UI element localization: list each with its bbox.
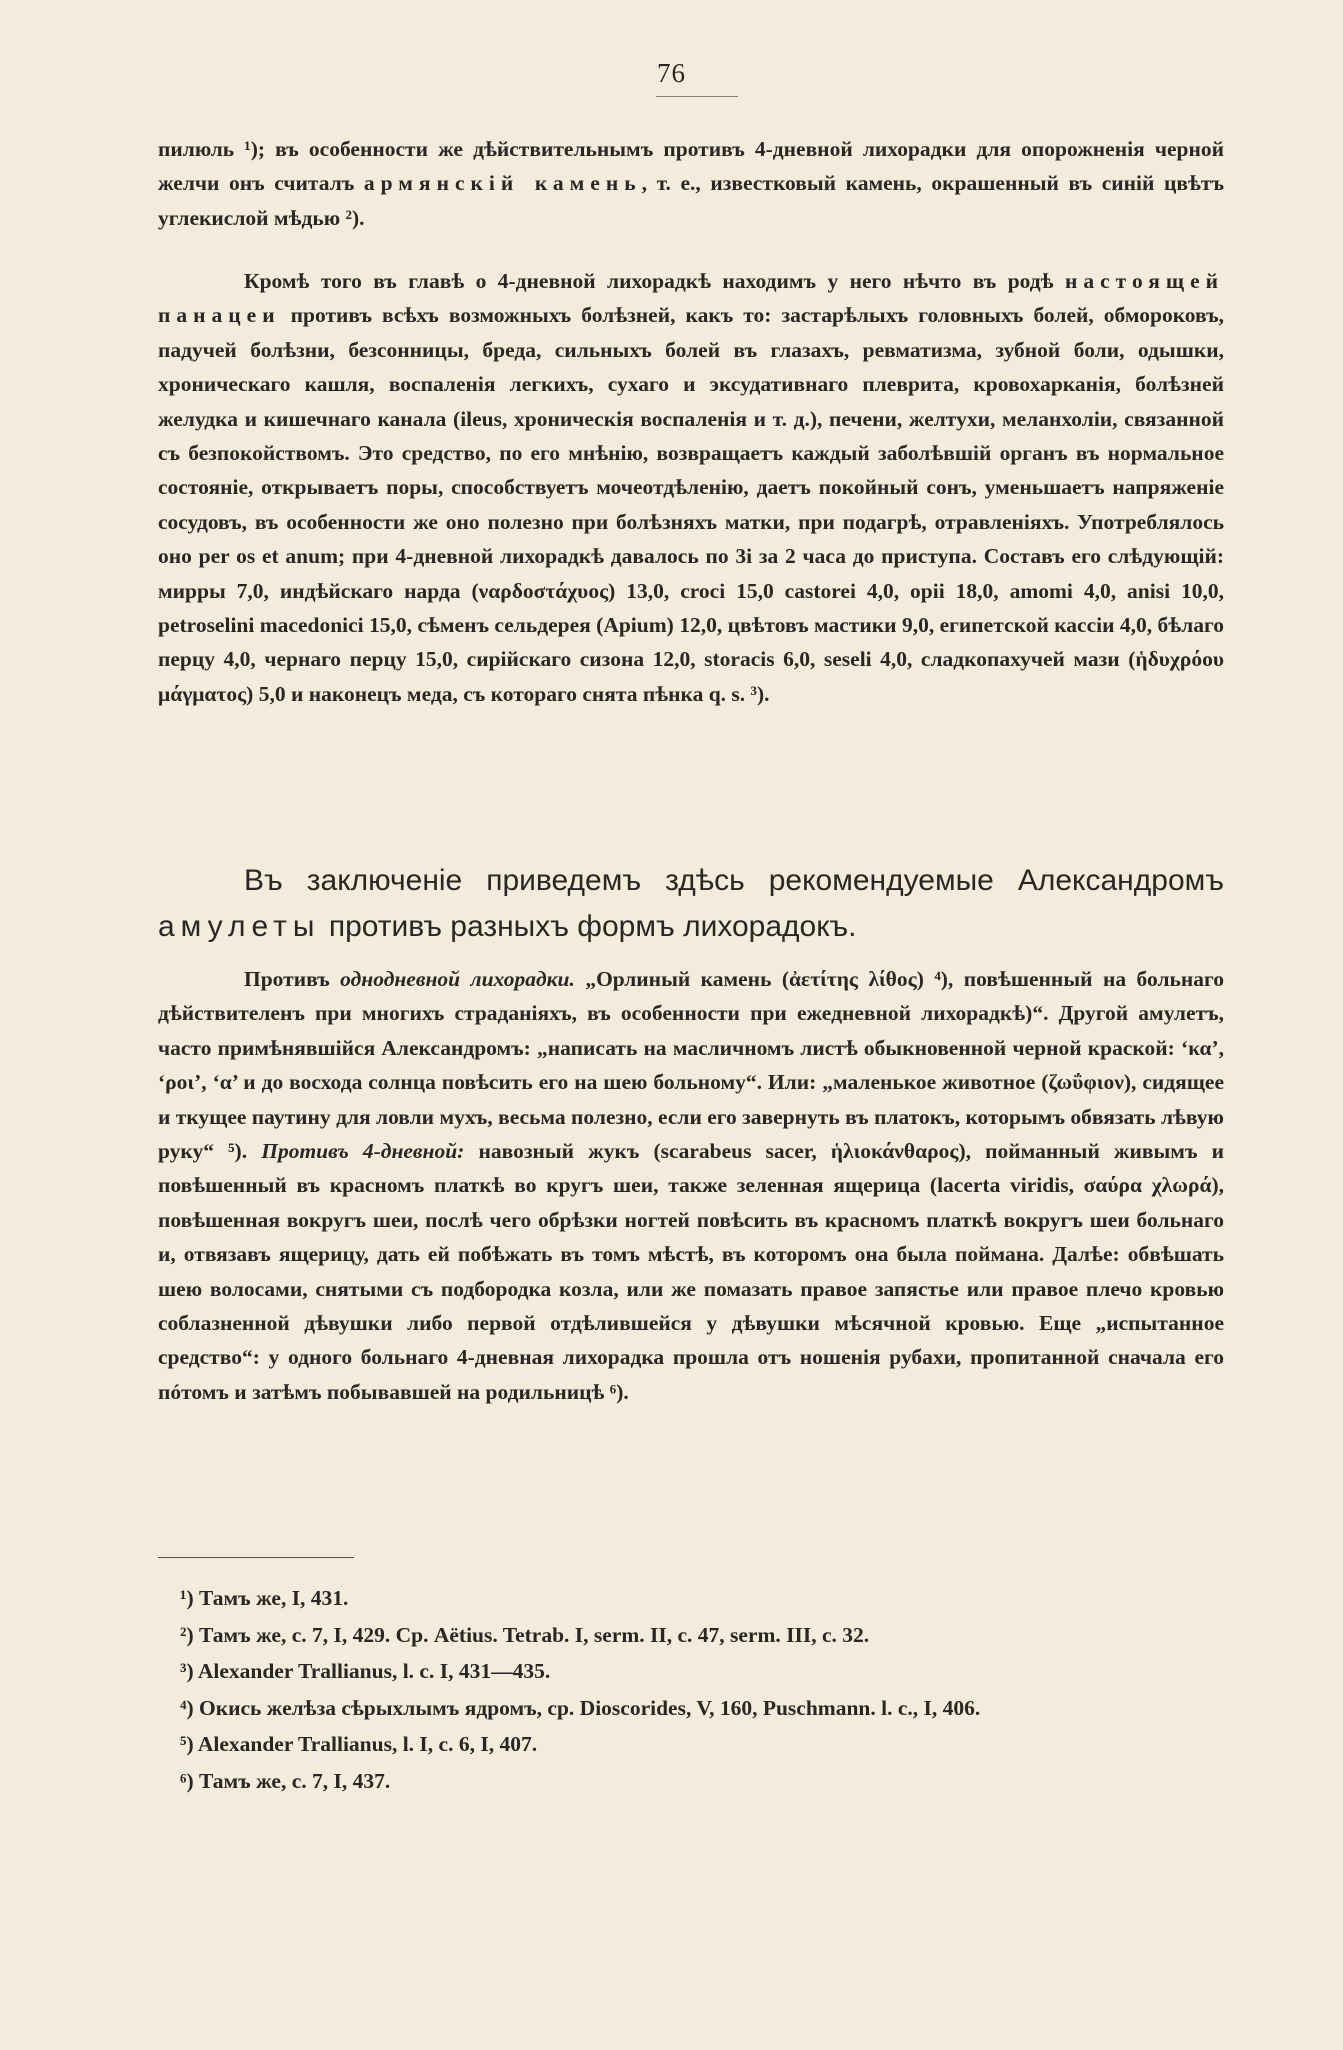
footnote <box>158 1617 1224 1654</box>
footnote-text: Окись желѣза сѣрыхлымъ ядромъ, ср. Dioscorides, V, 160, Puschmann. l. c., I, 406. <box>198 1695 981 1720</box>
amulets-italic-1: однодневной лихорадки. <box>340 967 575 991</box>
amulets-text-2: „Орлиный камень (ἀετίτης λίθος) ⁴), повѣшенный на больнаго дѣйствителенъ при многихъ страданіяхъ, въ особенности при ежедневной лихорадкѣ)“. Другой амулетъ, часто примѣнявшійся Александромъ: „написать на масличномъ листѣ обыкновенной черной краской: ‘κα’, ‘ροι’, ‘α’ и до восхода солнца повѣсить его на шею больному“. Или: „маленькое животное (ζωΰφιον), сидящее и ткущее паутину для ловли мухъ, весьма полезно, если его завернуть въ платокъ, которымъ обвязать лѣвую руку“ ⁵). <box>158 967 1225 1164</box>
footnotes <box>158 1580 1224 1799</box>
amulets-text-1: Противъ <box>244 967 341 991</box>
page-number: 76 <box>657 58 686 88</box>
footnote <box>158 1726 1224 1763</box>
footnote-text: Alexander Trallianus, l. I, c. 6, I, 407. <box>197 1732 538 1756</box>
footnote-mark: ⁵) <box>180 1732 194 1756</box>
panacea-text-2: противъ всѣхъ возможныхъ болѣзней, какъ то: застарѣлыхъ головныхъ болей, обмороковъ, падучей болѣзни, безсонницы, бреда, сильныхъ болей въ глазахъ, ревматизма, зубной боли, одышки, хроническаго кашля, воспаленія легкихъ, сухаго и эксудативнаго плеврита, кровохарканія, болѣзней желудка и кишечнаго канала (ileus, хроническія воспаленія и т. д.), печени, желтухи, меланхоліи, связанной съ безпокойствомъ. Это средство, по его мнѣнію, возвращаетъ каждый заболѣвшій органъ въ нормальное состояніе, открываетъ поры, способствуетъ мочеотдѣленію, даетъ покойный сонъ, уменьшаетъ напряженіе сосудовъ, въ особенности же оно полезно при болѣзняхъ матки, при подагрѣ, отравленіяхъ. Употреблялось оно per os et anum; при 4-дневной лихорадкѣ давалось по 3i за 2 часа до приступа. Составъ его слѣдующій: мирры 7,0, индѣйскаго нарда (ναρδοστάχυος) 13,0, croci 15,0 castorei 4,0, opii 18,0, amomi 4,0, anisi 10,0, petroselini macedonici 15,0, сѣменъ сельдерея (Apium) 12,0, цвѣтовъ мастики 9,0, египетской кассіи 4,0, бѣлаго перцу 4,0, чернаго перцу 15,0, сирійскаго сизона 12,0, storacis 6,0, seseli 4,0, сладкопахучей мази (ἡδυχρόου μάγματος) 5,0 и наконецъ меда, съ котораго снята пѣнка q. s. ³). <box>158 303 1224 706</box>
heading-text-1: Въ заключеніе приведемъ здѣсь рекомендуемые Александромъ <box>244 864 1224 897</box>
heading-spaced-term: амулеты <box>158 910 321 943</box>
page-number-underline <box>656 96 738 97</box>
footnote-separator <box>158 1557 354 1558</box>
intro-text-1: пилюль ¹); въ особенности же дѣйствительнымъ противъ 4-дневной лихорадки для опорожненія черной желчи онъ считалъ <box>158 137 1224 196</box>
footnote-mark: ¹) <box>180 1586 194 1610</box>
footnote-mark: ⁴) <box>180 1695 194 1720</box>
footnote-text: Тамъ же, I, 431. <box>198 1586 349 1610</box>
footnote-text: Тамъ же, с. 7, I, 429. Ср. Aëtius. Tetrab. I, serm. II, c. 47, serm. III, c. 32. <box>198 1622 870 1647</box>
footnote-mark: ²) <box>180 1622 194 1647</box>
footnote-text: Тамъ же, с. 7, I, 437. <box>198 1768 391 1793</box>
panacea-text-1: Кромѣ того въ главѣ о 4-дневной лихорадкѣ находимъ у него нѣчто въ родѣ <box>244 269 1065 293</box>
footnote <box>158 1763 1224 1800</box>
amulets-text-3: навозный жукъ (scarabeus sacer, ἡλιοκάνθαρος), пойманный живымъ и повѣшенный въ красномъ платкѣ во кругъ шеи, также зеленная ящерица (lacerta viridis, σαύρα χλωρά), повѣшенная вокругъ шеи, послѣ чего обрѣзки ногтей повѣсить въ красномъ платкѣ вокругъ шеи больнаго и, отвязавъ ящерицу, дать ей побѣжать въ томъ мѣстѣ, въ которомъ она была поймана. Далѣе: обвѣшать шею волосами, снятыми съ подбородка козла, или же помазать правое запястье или правое плечо кровью соблазненной дѣвушки либо первой отдѣлившейся у дѣвушки мѣсячной кровью. Еще „испытанное средство“: у одного больнаго 4-дневная лихорадка прошла отъ ношенія рубахи, пропитанной сначала его пóтомъ и затѣмъ побывавшей на родильницѣ ⁶). <box>158 1139 1224 1404</box>
panacea-spaced-term: настоящей панацеи <box>158 269 1224 328</box>
intro-text-2: , т. е., известковый камень, окрашенный въ синій цвѣтъ углекислой мѣдью ²). <box>158 171 1224 230</box>
amulets-paragraph <box>158 962 1224 1409</box>
amulets-italic-2: Противъ 4-дневной: <box>261 1139 465 1164</box>
footnote <box>158 1653 1224 1690</box>
heading-text-2: противъ разныхъ формъ лихорадокъ. <box>320 910 857 943</box>
footnote <box>158 1690 1224 1727</box>
footnote <box>158 1580 1224 1617</box>
intro-paragraph <box>158 132 1224 235</box>
footnote-mark: ³) <box>180 1659 194 1683</box>
footnote-mark: ⁶) <box>180 1768 194 1793</box>
footnote-text: Alexander Trallianus, l. c. I, 431—435. <box>197 1659 551 1683</box>
intro-spaced-term: армянскій камень <box>363 171 642 196</box>
panacea-paragraph <box>158 264 1224 711</box>
amulets-heading <box>158 858 1224 950</box>
